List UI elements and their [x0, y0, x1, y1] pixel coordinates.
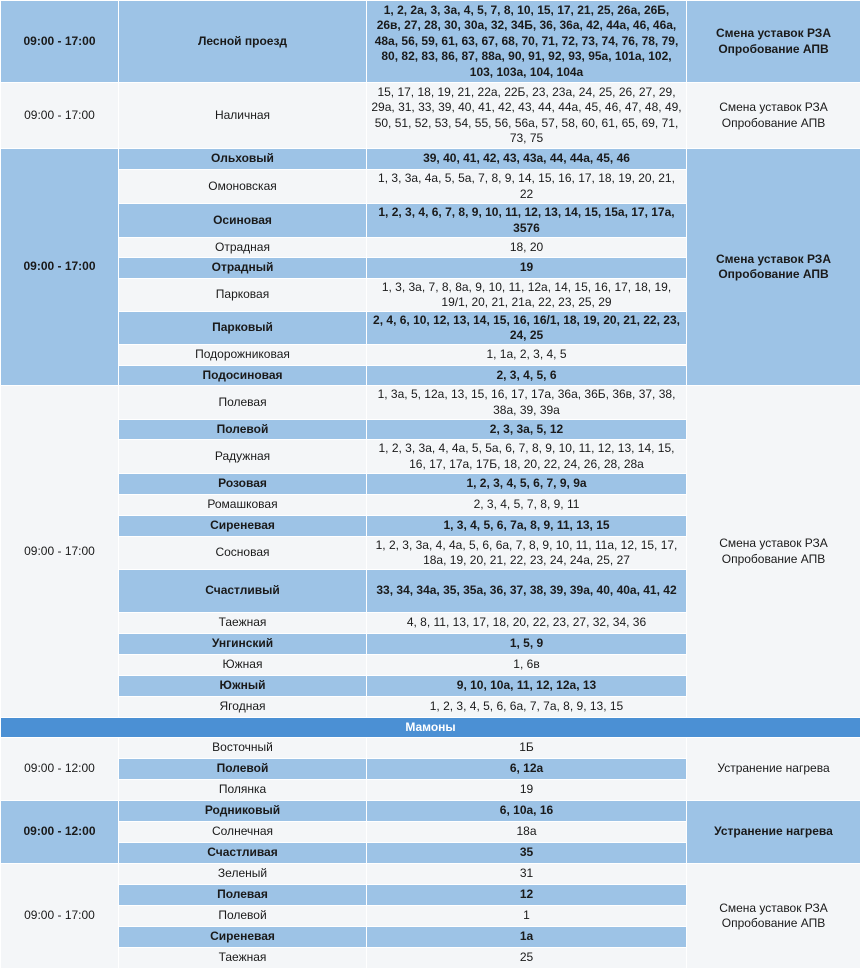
houses-cell: 19	[367, 258, 687, 279]
houses-cell: 18а	[367, 822, 687, 843]
houses-cell: 9, 10, 10а, 11, 12, 12а, 13	[367, 676, 687, 697]
work-line: Опробование АПВ	[722, 552, 825, 566]
work-cell	[687, 1, 860, 83]
street-cell: Полевой	[119, 906, 367, 927]
time-cell: 09:00 - 17:00	[1, 386, 119, 718]
houses-cell: 1, 2, 2а, 3, 3а, 4, 5, 7, 8, 10, 15, 17, 21, 25, 26а, 26Б, 26в, 27, 28, 30, 30а, 32, 34Б, 36, 36а, 42, 44а, 46, 46а, 48а, 56, 59, 61, 63, 67, 68, 70, 71, 72, 73, 74, 76, 78, 79, 80, 82, 83, 86, 87, 88а, 90, 91, 92, 93, 95а, 101а, 102, 103, 103а, 104, 104а	[367, 1, 687, 83]
work-cell	[687, 386, 860, 718]
street-cell: Полевой	[119, 759, 367, 780]
table-row	[1, 149, 860, 170]
houses-cell: 6, 10а, 16	[367, 801, 687, 822]
houses-cell: 15, 17, 18, 19, 21, 22а, 22Б, 23, 23а, 24, 25, 26, 27, 29, 29а, 31, 33, 39, 40, 41, 42, 43, 44, 44а, 45, 46, 47, 48, 49, 50, 51, 52, 53, 54, 55, 56, 56а, 57, 58, 60, 61, 65, 69, 71, 73, 75	[367, 83, 687, 149]
street-cell: Лесной проезд	[119, 1, 367, 83]
street-cell: Сиреневая	[119, 516, 367, 537]
street-cell: Наличная	[119, 83, 367, 149]
street-cell: Солнечная	[119, 822, 367, 843]
houses-cell: 39, 40, 41, 42, 43, 43а, 44, 44а, 45, 46	[367, 149, 687, 170]
work-line: Смена уставок РЗА	[716, 252, 831, 266]
work-line: Смена уставок РЗА	[719, 100, 828, 114]
street-cell: Сиреневая	[119, 927, 367, 948]
houses-cell: 1, 3а, 5, 12а, 13, 15, 16, 17, 17а, 36а, 36Б, 36в, 37, 38, 38а, 39, 39а	[367, 386, 687, 420]
work-cell	[687, 149, 860, 386]
work-line: Устранение нагрева	[714, 824, 833, 838]
time-cell: 09:00 - 12:00	[1, 801, 119, 864]
table-row	[1, 738, 860, 759]
section-header-row	[1, 718, 860, 738]
houses-cell: 1, 2, 3, 4, 5, 6, 7, 9, 9а	[367, 474, 687, 495]
houses-cell: 2, 4, 6, 10, 12, 13, 14, 15, 16, 16/1, 18, 19, 20, 21, 22, 23, 24, 25	[367, 312, 687, 345]
table-row	[1, 1, 860, 83]
work-line: Устранение нагрева	[717, 761, 829, 775]
houses-cell: 1, 6в	[367, 655, 687, 676]
street-cell: Счастливый	[119, 570, 367, 613]
table-row	[1, 864, 860, 885]
houses-cell: 33, 34, 34а, 35, 35а, 36, 37, 38, 39, 39а, 40, 40а, 41, 42	[367, 570, 687, 613]
section-title: Мамоны	[1, 718, 860, 738]
houses-cell: 1Б	[367, 738, 687, 759]
houses-cell: 2, 3, 3а, 5, 12	[367, 420, 687, 440]
street-cell: Ромашковая	[119, 495, 367, 516]
houses-cell: 2, 3, 4, 5, 6	[367, 366, 687, 386]
houses-cell: 1	[367, 906, 687, 927]
work-cell	[687, 801, 860, 864]
street-cell: Осиновая	[119, 204, 367, 238]
work-line: Опробование АПВ	[722, 916, 825, 930]
houses-cell: 18, 20	[367, 238, 687, 258]
houses-cell: 1, 1а, 2, 3, 4, 5	[367, 345, 687, 366]
houses-cell: 1, 2, 3, 3а, 4, 4а, 5, 6, 6а, 7, 8, 9, 10, 11, 11а, 12, 15, 17, 18а, 19, 20, 21, 22, 23, 24, 24а, 25, 27	[367, 537, 687, 570]
street-cell: Парковый	[119, 312, 367, 345]
time-cell: 09:00 - 17:00	[1, 1, 119, 83]
street-cell: Таежная	[119, 948, 367, 969]
work-line: Смена уставок РЗА	[719, 536, 828, 550]
table-row	[1, 801, 860, 822]
work-line: Смена уставок РЗА	[716, 26, 831, 40]
street-cell: Подосиновая	[119, 366, 367, 386]
street-cell: Таежная	[119, 613, 367, 634]
time-cell: 09:00 - 17:00	[1, 83, 119, 149]
houses-cell: 1, 3, 3а, 4а, 5, 5а, 7, 8, 9, 14, 15, 16, 17, 18, 19, 20, 21, 22	[367, 170, 687, 204]
houses-cell: 1, 2, 3, 4, 5, 6, 6а, 7, 7а, 8, 9, 13, 15	[367, 697, 687, 718]
street-cell: Радужная	[119, 440, 367, 474]
houses-cell: 35	[367, 843, 687, 864]
houses-cell: 19	[367, 780, 687, 801]
time-cell: 09:00 - 12:00	[1, 738, 119, 801]
houses-cell: 4, 8, 11, 13, 17, 18, 20, 22, 23, 27, 32, 34, 36	[367, 613, 687, 634]
work-line: Смена уставок РЗА	[719, 901, 828, 915]
houses-cell: 31	[367, 864, 687, 885]
street-cell: Подорожниковая	[119, 345, 367, 366]
street-cell: Ольховый	[119, 149, 367, 170]
work-line: Опробование АПВ	[718, 267, 828, 281]
houses-cell: 12	[367, 885, 687, 906]
time-cell: 09:00 - 17:00	[1, 149, 119, 386]
street-cell: Ягодная	[119, 697, 367, 718]
street-cell: Восточный	[119, 738, 367, 759]
houses-cell: 1, 3, 4, 5, 6, 7а, 8, 9, 11, 13, 15	[367, 516, 687, 537]
street-cell: Розовая	[119, 474, 367, 495]
houses-cell: 1, 2, 3, 3а, 4, 4а, 5, 5а, 6, 7, 8, 9, 10, 11, 12, 13, 14, 15, 16, 17, 17а, 17Б, 18, 20, 22, 24, 26, 28, 28а	[367, 440, 687, 474]
street-cell: Южная	[119, 655, 367, 676]
houses-cell: 1, 2, 3, 4, 6, 7, 8, 9, 10, 11, 12, 13, 14, 15, 15а, 17, 17а, 3576	[367, 204, 687, 238]
street-cell: Парковая	[119, 279, 367, 312]
street-cell: Полевая	[119, 386, 367, 420]
table-row	[1, 83, 860, 149]
street-cell: Полевая	[119, 885, 367, 906]
time-cell: 09:00 - 17:00	[1, 864, 119, 969]
street-cell: Счастливая	[119, 843, 367, 864]
work-line: Опробование АПВ	[718, 42, 828, 56]
street-cell: Отрадная	[119, 238, 367, 258]
street-cell: Зеленый	[119, 864, 367, 885]
street-cell: Сосновая	[119, 537, 367, 570]
street-cell: Южный	[119, 676, 367, 697]
houses-cell: 1а	[367, 927, 687, 948]
houses-cell: 2, 3, 4, 5, 7, 8, 9, 11	[367, 495, 687, 516]
work-line: Опробование АПВ	[722, 116, 825, 130]
work-cell	[687, 738, 860, 801]
houses-cell: 1, 3, 3а, 7, 8, 8а, 9, 10, 11, 12а, 14, 15, 16, 17, 18, 19, 19/1, 20, 21, 21а, 22, 23, 25, 29	[367, 279, 687, 312]
street-cell: Отрадный	[119, 258, 367, 279]
work-cell	[687, 864, 860, 969]
street-cell: Полянка	[119, 780, 367, 801]
street-cell: Полевой	[119, 420, 367, 440]
houses-cell: 25	[367, 948, 687, 969]
street-cell: Унгинский	[119, 634, 367, 655]
street-cell: Родниковый	[119, 801, 367, 822]
houses-cell: 1, 5, 9	[367, 634, 687, 655]
houses-cell: 6, 12а	[367, 759, 687, 780]
work-cell	[687, 83, 860, 149]
street-cell: Омоновская	[119, 170, 367, 204]
table-row	[1, 386, 860, 420]
